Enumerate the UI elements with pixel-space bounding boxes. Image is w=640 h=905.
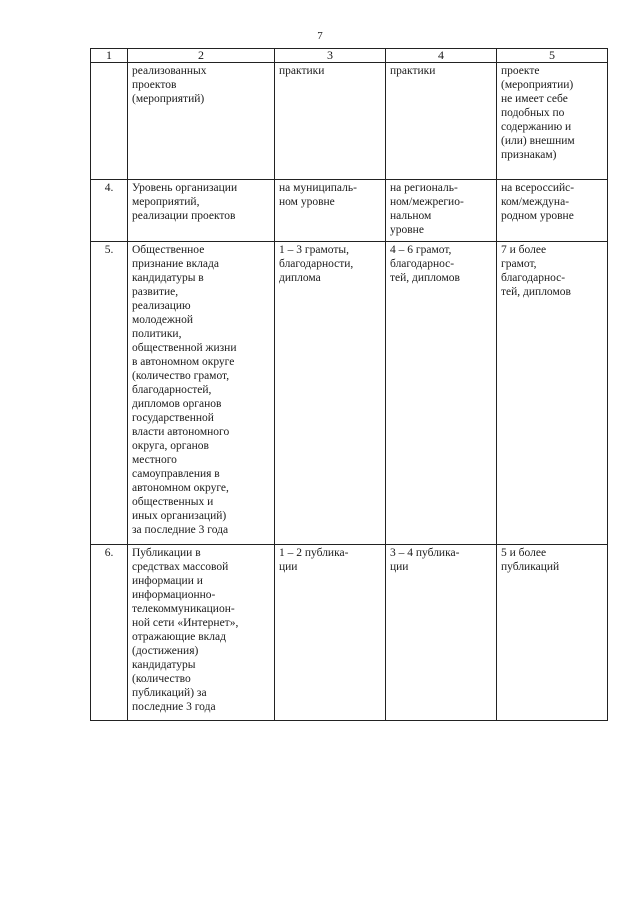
score-3-cell: 5 и более публикаций (497, 545, 608, 721)
criterion-cell: Публикации в средствах массовой информации и информационно- телекоммуникацион- ной сети «Интернет», отражающие вклад (достижения) кандидатуры (количество публикаций) за последние 3 года (128, 545, 275, 721)
score-2-cell: 3 – 4 публика- ции (386, 545, 497, 721)
table-row (91, 63, 608, 180)
criteria-table (90, 48, 608, 721)
score-1-cell: 1 – 3 грамоты, благодарности, диплома (275, 242, 386, 545)
table-row (91, 180, 608, 242)
score-1-cell: практики (275, 63, 386, 180)
criterion-cell: Общественное признание вклада кандидатуры в развитие, реализацию молодежной политики, общественной жизни в автономном округе (количество грамот, благодарностей, дипломов органов государственной власти автономного округа, органов местного самоуправления в автономном округе, общественных и иных организаций) за последние 3 года (128, 242, 275, 545)
table-row (91, 242, 608, 545)
column-number-1: 1 (91, 49, 128, 63)
row-number: 6. (91, 545, 128, 721)
criterion-cell: реализованных проектов (мероприятий) (128, 63, 275, 180)
column-number-5: 5 (497, 49, 608, 63)
score-3-cell: на всероссийс- ком/междуна- родном уровне (497, 180, 608, 242)
score-2-cell: на региональ- ном/межрегио- нальном уровне (386, 180, 497, 242)
row-number: 5. (91, 242, 128, 545)
score-3-cell: 7 и более грамот, благодарнос- тей, дипломов (497, 242, 608, 545)
page-number: 7 (317, 30, 323, 42)
score-1-cell: на муниципаль- ном уровне (275, 180, 386, 242)
score-3-cell: проекте (мероприятии) не имеет себе подобных по содержанию и (или) внешним признакам) (497, 63, 608, 180)
score-2-cell: практики (386, 63, 497, 180)
score-1-cell: 1 – 2 публика- ции (275, 545, 386, 721)
row-number: 4. (91, 180, 128, 242)
criterion-cell: Уровень организации мероприятий, реализации проектов (128, 180, 275, 242)
table-row (91, 545, 608, 721)
column-number-4: 4 (386, 49, 497, 63)
column-number-2: 2 (128, 49, 275, 63)
score-2-cell: 4 – 6 грамот, благодарнос- тей, дипломов (386, 242, 497, 545)
column-number-3: 3 (275, 49, 386, 63)
table-header-row (91, 49, 608, 63)
row-number (91, 63, 128, 180)
